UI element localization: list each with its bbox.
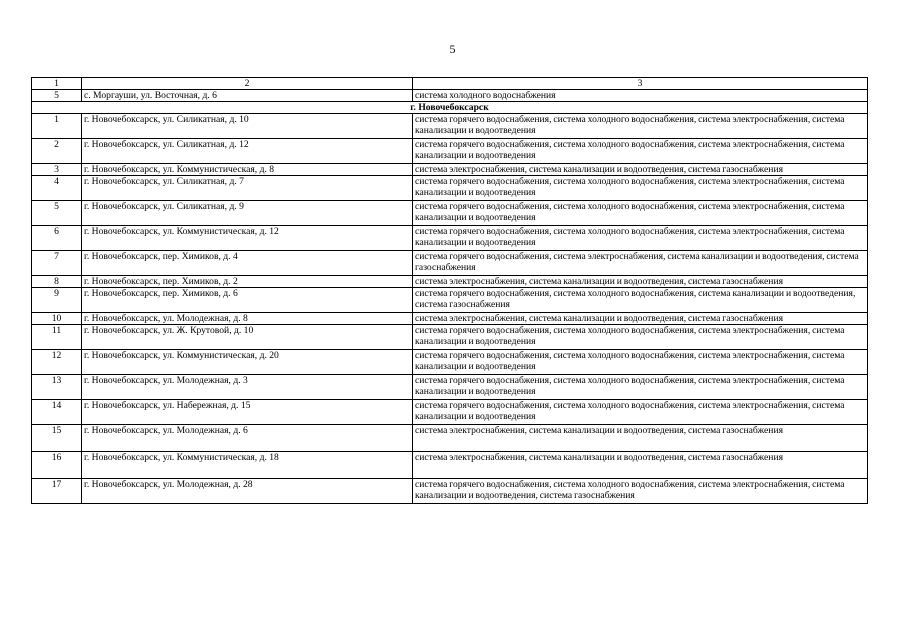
row-systems: система горячего водоснабжения, система холодного водоснабжения, система электроснабжения, система канализации и водоотведения — [413, 325, 868, 350]
row-number: 3 — [32, 164, 82, 176]
row-systems: система электроснабжения, система канализации и водоотведения, система газоснабжения — [413, 164, 868, 176]
row-address: г. Новочебоксарск, пер. Химиков, д. 2 — [82, 276, 413, 288]
table-row — [32, 276, 868, 288]
row-systems: система горячего водоснабжения, система электроснабжения, система канализации и водоотведения, система газоснабжения — [413, 251, 868, 276]
row-systems: система электроснабжения, система канализации и водоотведения, система газоснабжения — [413, 452, 868, 479]
row-address: г. Новочебоксарск, ул. Коммунистическая, д. 12 — [82, 226, 413, 251]
row-number: 5 — [32, 201, 82, 226]
row-address: г. Новочебоксарск, ул. Силикатная, д. 10 — [82, 114, 413, 139]
row-number: 7 — [32, 251, 82, 276]
row-systems: система горячего водоснабжения, система холодного водоснабжения, система электроснабжения, система канализации и водоотведения — [413, 139, 868, 164]
row-address: г. Новочебоксарск, ул. Молодежная, д. 28 — [82, 479, 413, 504]
header-cell-number: 1 — [32, 78, 82, 90]
row-address: г. Новочебоксарск, ул. Силикатная, д. 12 — [82, 139, 413, 164]
table-row — [32, 479, 868, 504]
row-systems: система горячего водоснабжения, система холодного водоснабжения, система электроснабжения, система канализации и водоотведения — [413, 226, 868, 251]
row-systems: система электроснабжения, система канализации и водоотведения, система газоснабжения — [413, 276, 868, 288]
row-systems: система горячего водоснабжения, система холодного водоснабжения, система электроснабжения, система канализации и водоотведения — [413, 201, 868, 226]
row-address: г. Новочебоксарск, ул. Коммунистическая, д. 20 — [82, 350, 413, 375]
table-row — [32, 201, 868, 226]
row-address: г. Новочебоксарск, ул. Коммунистическая, д. 18 — [82, 452, 413, 479]
table-row — [32, 400, 868, 425]
table-body — [32, 78, 868, 504]
table-row — [32, 139, 868, 164]
row-systems: система электроснабжения, система канализации и водоотведения, система газоснабжения — [413, 313, 868, 325]
section-row — [32, 102, 868, 114]
table-row — [32, 90, 868, 102]
row-number: 15 — [32, 425, 82, 452]
row-number: 8 — [32, 276, 82, 288]
row-number: 14 — [32, 400, 82, 425]
table-row — [32, 350, 868, 375]
row-systems: система горячего водоснабжения, система холодного водоснабжения, система электроснабжения, система канализации и водоотведения — [413, 375, 868, 400]
row-systems: система горячего водоснабжения, система холодного водоснабжения, система канализации и водоотведения, система газоснабжения — [413, 288, 868, 313]
row-number: 13 — [32, 375, 82, 400]
table-row — [32, 425, 868, 452]
page-number: 5 — [449, 42, 456, 56]
row-number: 9 — [32, 288, 82, 313]
row-systems: система холодного водоснабжения — [413, 90, 868, 102]
row-systems: система горячего водоснабжения, система холодного водоснабжения, система электроснабжения, система канализации и водоотведения, система газоснабжения — [413, 479, 868, 504]
table-row — [32, 325, 868, 350]
row-address: с. Моргауши, ул. Восточная, д. 6 — [82, 90, 413, 102]
table-row — [32, 176, 868, 201]
systems-table — [31, 77, 868, 504]
header-cell-address: 2 — [82, 78, 413, 90]
header-cell-systems: 3 — [413, 78, 868, 90]
row-systems: система горячего водоснабжения, система холодного водоснабжения, система электроснабжения, система канализации и водоотведения — [413, 350, 868, 375]
table-row — [32, 313, 868, 325]
table-row — [32, 114, 868, 139]
row-number: 10 — [32, 313, 82, 325]
row-number: 1 — [32, 114, 82, 139]
row-number: 4 — [32, 176, 82, 201]
row-number: 16 — [32, 452, 82, 479]
table-row — [32, 251, 868, 276]
row-number: 12 — [32, 350, 82, 375]
header-row — [32, 78, 868, 90]
row-address: г. Новочебоксарск, ул. Молодежная, д. 6 — [82, 425, 413, 452]
row-number: 2 — [32, 139, 82, 164]
row-number: 6 — [32, 226, 82, 251]
row-systems: система горячего водоснабжения, система холодного водоснабжения, система электроснабжения, система канализации и водоотведения — [413, 400, 868, 425]
row-systems: система горячего водоснабжения, система холодного водоснабжения, система электроснабжения, система канализации и водоотведения — [413, 176, 868, 201]
row-address: г. Новочебоксарск, ул. Коммунистическая, д. 8 — [82, 164, 413, 176]
row-number: 17 — [32, 479, 82, 504]
table-row — [32, 164, 868, 176]
row-address: г. Новочебоксарск, пер. Химиков, д. 4 — [82, 251, 413, 276]
row-address: г. Новочебоксарск, пер. Химиков, д. 6 — [82, 288, 413, 313]
row-systems: система горячего водоснабжения, система холодного водоснабжения, система электроснабжения, система канализации и водоотведения — [413, 114, 868, 139]
row-address: г. Новочебоксарск, ул. Набережная, д. 15 — [82, 400, 413, 425]
row-number: 11 — [32, 325, 82, 350]
section-title: г. Новочебоксарск — [32, 102, 868, 114]
table-row — [32, 452, 868, 479]
row-systems: система электроснабжения, система канализации и водоотведения, система газоснабжения — [413, 425, 868, 452]
row-address: г. Новочебоксарск, ул. Молодежная, д. 3 — [82, 375, 413, 400]
row-address: г. Новочебоксарск, ул. Молодежная, д. 8 — [82, 313, 413, 325]
table-row — [32, 375, 868, 400]
row-number: 5 — [32, 90, 82, 102]
row-address: г. Новочебоксарск, ул. Ж. Крутовой, д. 10 — [82, 325, 413, 350]
row-address: г. Новочебоксарск, ул. Силикатная, д. 7 — [82, 176, 413, 201]
table-row — [32, 288, 868, 313]
row-address: г. Новочебоксарск, ул. Силикатная, д. 9 — [82, 201, 413, 226]
table-row — [32, 226, 868, 251]
